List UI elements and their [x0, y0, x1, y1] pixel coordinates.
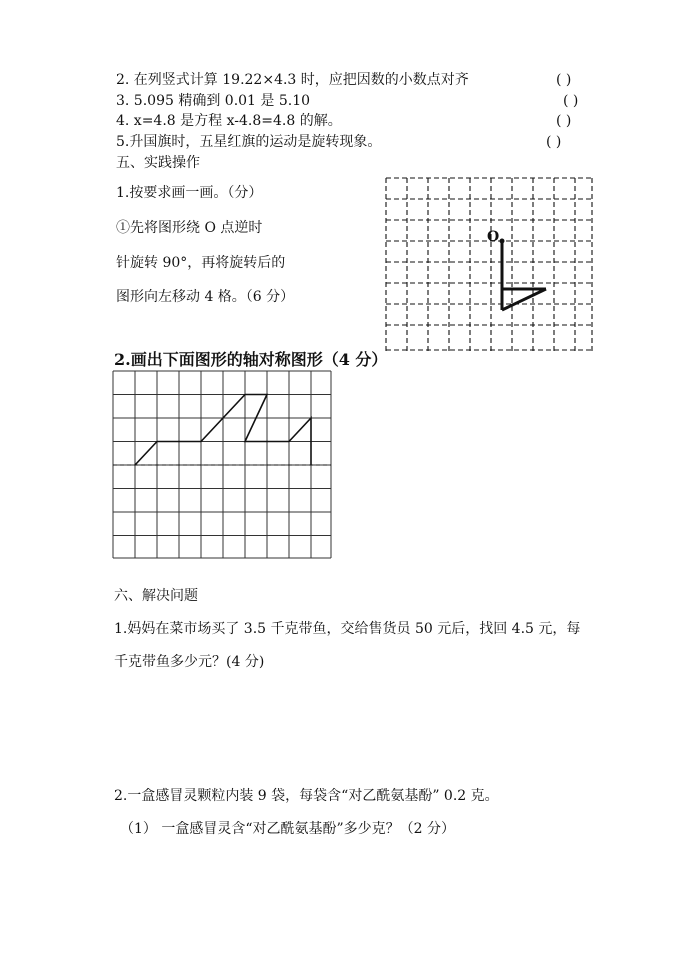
- practice-q1-line2: 针旋转 90°，再将旋转后的: [116, 255, 286, 271]
- solve-q1-line1: 1.妈妈在菜市场买了 3.5 千克带鱼，交给售货员 50 元后，找回 4.5 元，每: [114, 621, 581, 637]
- practice-q1-line1: ①先将图形绕 O 点逆时: [116, 220, 263, 236]
- judge-item-3: 3. 5.095 精确到 0.01 是 5.10: [116, 93, 311, 109]
- answer-paren-4[interactable]: ( ): [556, 113, 572, 129]
- point-o-label: O: [487, 229, 500, 245]
- answer-paren-2[interactable]: ( ): [556, 72, 572, 88]
- answer-paren-5[interactable]: ( ): [546, 134, 562, 150]
- judge-item-5: 5.升国旗时，五星红旗的运动是旋转现象。: [116, 134, 382, 150]
- solve-q1-line2: 千克带鱼多少元？(4 分): [114, 654, 265, 670]
- practice-q1-line3: 图形向左移动 4 格。（6 分）: [116, 289, 295, 305]
- rotation-grid-figure[interactable]: [384, 177, 594, 355]
- symmetry-grid-figure[interactable]: [112, 370, 334, 560]
- judge-item-2: 2. 在列竖式计算 19.22×4.3 时，应把因数的小数点对齐: [116, 72, 469, 88]
- judge-item-4: 4. x=4.8 是方程 x-4.8=4.8 的解。: [116, 113, 342, 129]
- section-heading-solve: 六、解决问题: [114, 588, 198, 604]
- solve-q2-line1: 2.一盒感冒灵颗粒内装 9 袋，每袋含“对乙酰氨基酚” 0.2 克。: [114, 788, 499, 804]
- practice-q1-title: 1.按要求画一画。（分）: [116, 185, 263, 201]
- dashed-grid-lines: [386, 178, 592, 353]
- practice-q2-title: 2.画出下面图形的轴对称图形（4 分）: [114, 350, 388, 369]
- rotation-shape: [502, 241, 546, 310]
- section-heading-practice: 五、实践操作: [116, 155, 200, 171]
- rotation-center-point: [500, 239, 505, 244]
- solve-q2-sub1: （1） 一盒感冒灵含“对乙酰氨基酚”多少克？（2 分）: [120, 821, 456, 837]
- answer-paren-3[interactable]: ( ): [563, 93, 579, 109]
